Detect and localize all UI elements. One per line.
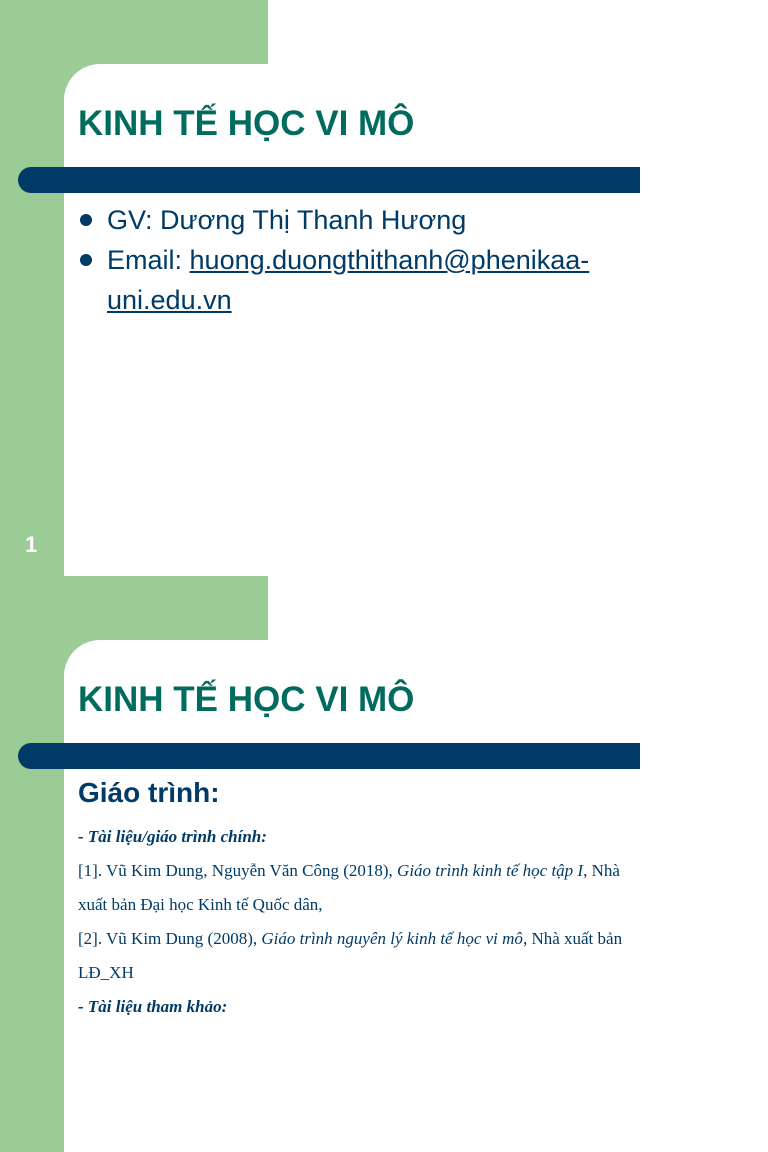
bullet-dot-icon bbox=[80, 254, 92, 266]
reference-1-publisher: , Nhà bbox=[583, 861, 620, 880]
reference-1-book-title: Giáo trình kinh tế học tập I bbox=[397, 861, 584, 880]
slide-title: KINH TẾ HỌC VI MÔ bbox=[78, 104, 415, 143]
email-link-line-1: huong.duongthithanh@phenikaa- bbox=[189, 245, 590, 275]
reference-2-publisher: , Nhà xuất bản bbox=[522, 929, 623, 948]
reference-1-continued: xuất bản Đại học Kinh tế Quốc dân, bbox=[78, 895, 323, 914]
bullet-dot-icon bbox=[80, 214, 92, 226]
bullet-item-lecturer bbox=[78, 200, 658, 240]
bullet-item-email bbox=[78, 240, 658, 320]
reference-2 bbox=[78, 922, 728, 956]
title-divider-bar bbox=[18, 743, 640, 769]
reference-1-authors: [1]. Vũ Kim Dung, Nguyễn Văn Công (2018), bbox=[78, 861, 398, 880]
title-divider-bar bbox=[18, 167, 640, 193]
main-materials-heading: - Tài liệu/giáo trình chính: bbox=[78, 827, 267, 846]
slide-2 bbox=[0, 576, 768, 1152]
slide-number: 1 bbox=[25, 532, 38, 557]
reference-2-authors: [2]. Vũ Kim Dung (2008), bbox=[78, 929, 262, 948]
further-reading-heading: - Tài liệu tham khảo: bbox=[78, 997, 228, 1016]
slide-title: KINH TẾ HỌC VI MÔ bbox=[78, 680, 415, 719]
section-heading: Giáo trình: bbox=[78, 777, 220, 808]
reference-list bbox=[78, 820, 728, 1024]
bullet-list bbox=[78, 200, 658, 320]
lecturer-text: GV: Dương Thị Thanh Hương bbox=[107, 205, 467, 235]
email-link-line-2: uni.edu.vn bbox=[107, 285, 232, 315]
reference-2-continued: LĐ_XH bbox=[78, 963, 134, 982]
email-label: Email: bbox=[107, 245, 190, 275]
reference-1 bbox=[78, 854, 728, 888]
reference-2-book-title: Giáo trình nguyên lý kinh tế học vi mô bbox=[261, 929, 523, 948]
